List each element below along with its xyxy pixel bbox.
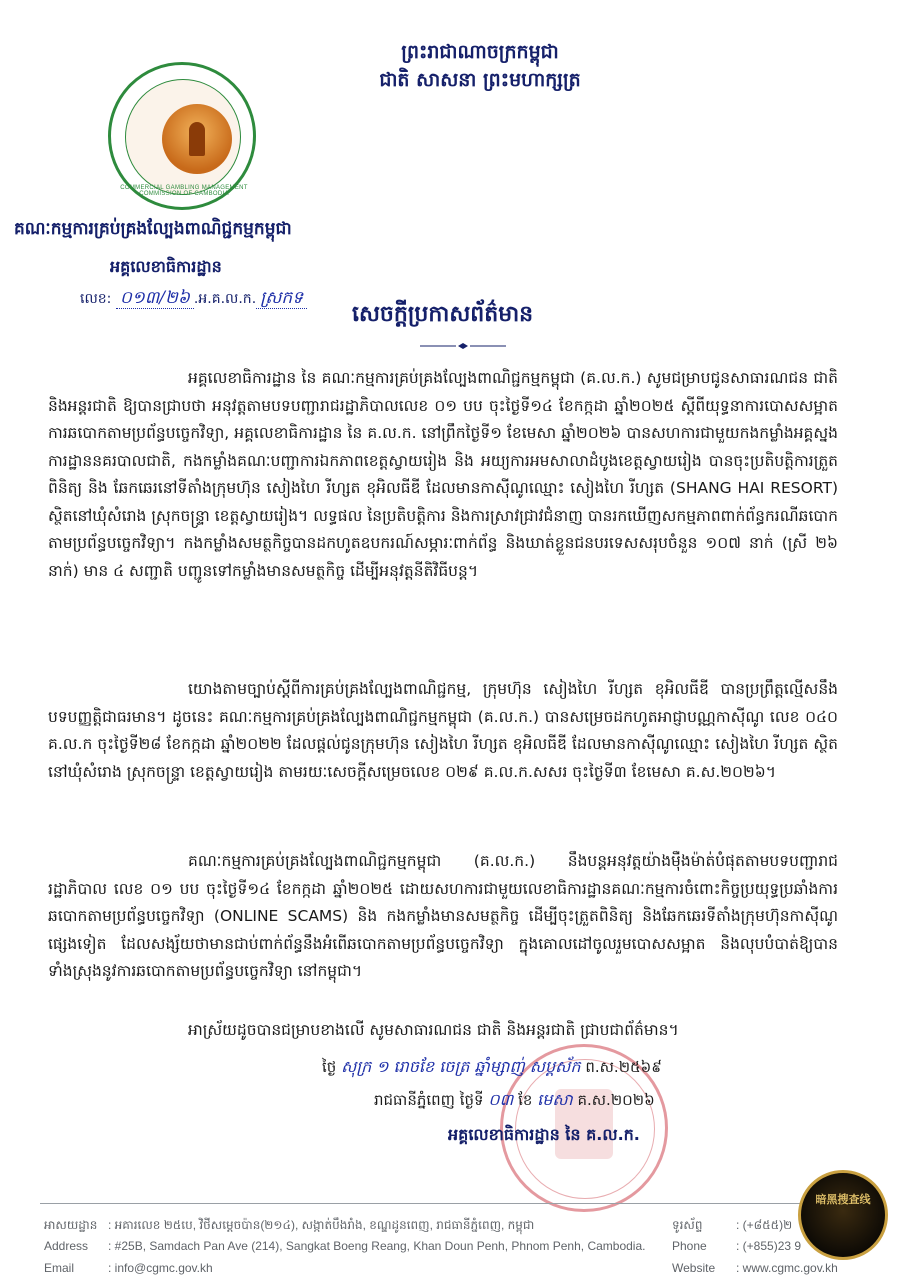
ref-prefix: លេខ: — [80, 291, 112, 307]
lunar-date-hand: សុក្រ ១ រោចខែ ចេត្រ ឆ្នាំម្សាញ់ សប្តស័ក — [341, 1057, 581, 1076]
signer-title: អគ្គលេខាធិការដ្ឋាន នៃ គ.ល.ក. — [448, 1125, 640, 1144]
lunar-date — [322, 1056, 662, 1080]
gregorian-date — [374, 1089, 655, 1113]
footer-tel-kh-value: : (+៨៥៥)២ — [736, 1218, 793, 1232]
footer-email-value[interactable]: : info@cgmc.gov.kh — [108, 1261, 213, 1275]
footer-tel-kh — [672, 1217, 792, 1235]
reference-number — [80, 287, 307, 312]
seal-text: COMMERCIAL GAMBLING MANAGEMENT COMMISSION OF CAMBODIA — [120, 185, 248, 197]
greg-date-day: ០៣ — [488, 1090, 514, 1109]
footer-website — [672, 1261, 838, 1275]
footer-phone-value: : (+855)23 9 — [736, 1239, 802, 1253]
paragraph-3: គណៈកម្មការគ្រប់គ្រងល្បែងពាណិជ្ជកម្មកម្ពុជា (គ.ល.ក.) នឹងបន្តអនុវត្តយ៉ាងម៉ឺងម៉ាត់បំផុតតាមបទបញ្ជារាជរដ្ឋាភិបាល លេខ ០១ បប ចុះថ្ងៃទី១៤ ខែកក្កដា ឆ្នាំ២០២៥ ដោយសហការជាមួយលេខាធិការដ្ឋានគណៈកម្មការចំពោះកិច្ចប្រយុទ្ធប្រឆាំងការឆបោកតាមប្រព័ន្ធបច្ចេកវិទ្យា (ONLINE SCAMS) និង កងកម្លាំងមានសមត្ថកិច្ច ដើម្បីចុះត្រួតពិនិត្យ និងឆែកឆេរទីតាំងក្រុមហ៊ុនកាស៊ីណូផ្សេងទៀត ដែលសង្ស័យថាមានជាប់ពាក់ព័ន្ធនឹងអំពើឆបោកតាមប្រព័ន្ធបច្ចេកវិទ្យា ក្នុងគោលដៅចូលរួមបោសសម្អាត និងលុបបំបាត់ឱ្យបានទាំងស្រុងនូវការឆបោកតាមប្រព័ន្ធបច្ចេកវិទ្យា នៅកម្ពុជា។ — [48, 852, 838, 980]
title-ornament — [420, 342, 506, 350]
ref-suffix: .អ.គ.ល.ក. — [193, 291, 257, 307]
footer-address-en — [44, 1239, 645, 1253]
greg-date-year: គ.ស.២០២៦ — [577, 1091, 655, 1109]
footer-address-kh-value: : អគារលេខ ២៥បេ, វិថីសម្តេចប៉ាន(២១៤), សង្កាត់បឹងរាំង, ខណ្ឌដូនពេញ, រាជធានីភ្នំពេញ, កម្ពុជា — [108, 1218, 535, 1232]
footer-address-en-value: : #25B, Samdach Pan Ave (214), Sangkat Boeng Reang, Khan Doun Penh, Phnom Penh, Cambodia. — [108, 1239, 646, 1253]
national-motto: ជាតិ សាសនា ព្រះមហាក្សត្រ — [379, 69, 581, 91]
paragraph-1: អគ្គលេខាធិការដ្ឋាន នៃ គណៈកម្មការគ្រប់គ្រងល្បែងពាណិជ្ជកម្មកម្ពុជា (គ.ល.ក.) សូមជម្រាបជូនសាធារណជន ជាតិ និងអន្តរជាតិ ឱ្យបានជ្រាបថា អនុវត្តតាមបទបញ្ជារាជរដ្ឋាភិបាលលេខ ០១ បប ចុះថ្ងៃទី១៤ ខែកក្កដា ឆ្នាំ២០២៥ ស្តីពីយុទ្ធនាការបោសសម្អាតការឆបោកតាមប្រព័ន្ធបច្ចេកវិទ្យា, អគ្គលេខាធិការដ្ឋាន នៃ គ.ល.ក. នៅព្រឹកថ្ងៃទី១ ខែមេសា ឆ្នាំ២០២៦ បានសហការជាមួយកងកម្លាំងអគ្គស្នងការដ្ឋាននគរបាលជាតិ, កងកម្លាំងគណៈបញ្ជាការឯកភាពខេត្តស្វាយរៀង និង អយ្យការអមសាលាដំបូងខេត្តស្វាយរៀង បានចុះប្រតិបត្តិការត្រួតពិនិត្យ និង ឆែកឆេរនៅទីតាំងក្រុមហ៊ុន សៀងហៃ រីហ្សត ខុអិលធីឌី ដែលមានកាស៊ីណូឈ្មោះ សៀងហៃ រីហ្សត (SHANG HAI RESORT) ស្ថិតនៅឃុំសំរោង ស្រុកចន្ទ្រា ខេត្តស្វាយរៀង។ លទ្ធផល នៃប្រតិបត្តិការ និងការស្រាវជ្រាវជំនាញ បានរកឃើញសកម្មភាពពាក់ព័ន្ធករណីឆបោកតាមប្រព័ន្ធបច្ចេកវិទ្យា។ កងកម្លាំងសមត្ថកិច្ចបានដកហូតឧបករណ៍សម្ភារៈពាក់ព័ន្ធ និងឃាត់ខ្លួនជនបរទេសសរុបចំនួន ១០៧ នាក់ (ស្រី ២៦ នាក់) មាន ៤ សញ្ជាតិ បញ្ជូនទៅកម្លាំងមានសមត្ថកិច្ច ដើម្បីអនុវត្តនីតិវិធីបន្ត។ — [48, 369, 838, 580]
watermark-text: 暗黑搜查线 — [815, 1193, 871, 1206]
footer-address-kh-label: អាសយដ្ឋាន — [44, 1218, 98, 1232]
secretariat-name: អគ្គលេខាធិការដ្ឋាន — [110, 257, 222, 276]
agency-name: គណៈកម្មការគ្រប់គ្រងល្បែងពាណិជ្ជកម្មកម្ពុជា — [14, 219, 292, 239]
commission-seal-logo — [108, 62, 256, 210]
footer-email-label: Email — [44, 1261, 75, 1275]
lunar-date-prefix: ថ្ងៃ — [322, 1058, 337, 1076]
paragraph-2: យោងតាមច្បាប់ស្តីពីការគ្រប់គ្រងល្បែងពាណិជ្ជកម្ម, ក្រុមហ៊ុន សៀងហៃ រីហ្សត ខុអិលធីឌី បានប្រព្រឹត្តល្មើសនឹងបទបញ្ញត្តិជាធរមាន។ ដូចនេះ គណៈកម្មការគ្រប់គ្រងល្បែងពាណិជ្ជកម្មកម្ពុជា (គ.ល.ក.) បានសម្រេចដកហូតអាជ្ញាបណ្ណកាស៊ីណូ លេខ ០៤០ គ.ល.ក ចុះថ្ងៃទី២៨ ខែកក្កដា ឆ្នាំ២០២២ ដែលផ្តល់ជូនក្រុមហ៊ុន សៀងហៃ រីហ្សត ខុអិលធីឌី ដែលមានកាស៊ីណូឈ្មោះ សៀងហៃ រីហ្សត ស្ថិតនៅឃុំសំរោង ស្រុកចន្ទ្រា ខេត្តស្វាយរៀង តាមរយៈសេចក្តីសម្រេចលេខ ០២៩ គ.ល.ក.សសរ ចុះថ្ងៃទី៣ ខែមេសា គ.ស.២០២៦។ — [48, 680, 838, 781]
footer-address-en-label: Address — [44, 1239, 89, 1253]
footer-email — [44, 1261, 213, 1275]
document-title: សេចក្តីប្រកាសព័ត៌មាន — [352, 302, 534, 327]
footer-phone — [672, 1239, 801, 1253]
lunar-date-era: ព.ស.២៥៦៩ — [585, 1058, 662, 1076]
footer-divider — [40, 1203, 870, 1204]
footer-tel-kh-label: ទូរស័ព្ទ — [672, 1218, 703, 1232]
ref-hand: ស្រកទ — [256, 288, 307, 309]
greg-date-prefix: រាជធានីភ្នំពេញ ថ្ងៃទី — [374, 1091, 484, 1109]
paragraph-4: អាស្រ័យដូចបានជម្រាបខាងលើ សូមសាធារណជន ជាតិ និងអន្តរជាតិ ជ្រាបជាព័ត៌មាន។ — [188, 1021, 679, 1039]
footer-website-value[interactable]: : www.cgmc.gov.kh — [736, 1261, 838, 1275]
footer-phone-label: Phone — [672, 1239, 707, 1253]
ref-number: ០១៣/២៦ — [116, 288, 194, 309]
greg-date-mid: ខែ — [518, 1091, 533, 1109]
greg-date-month: មេសា — [537, 1090, 573, 1109]
footer-website-label: Website — [672, 1261, 716, 1275]
watermark-logo — [798, 1170, 888, 1260]
footer-address-kh — [44, 1217, 534, 1235]
kingdom-heading: ព្រះរាជាណាចក្រកម្ពុជា — [401, 41, 559, 63]
